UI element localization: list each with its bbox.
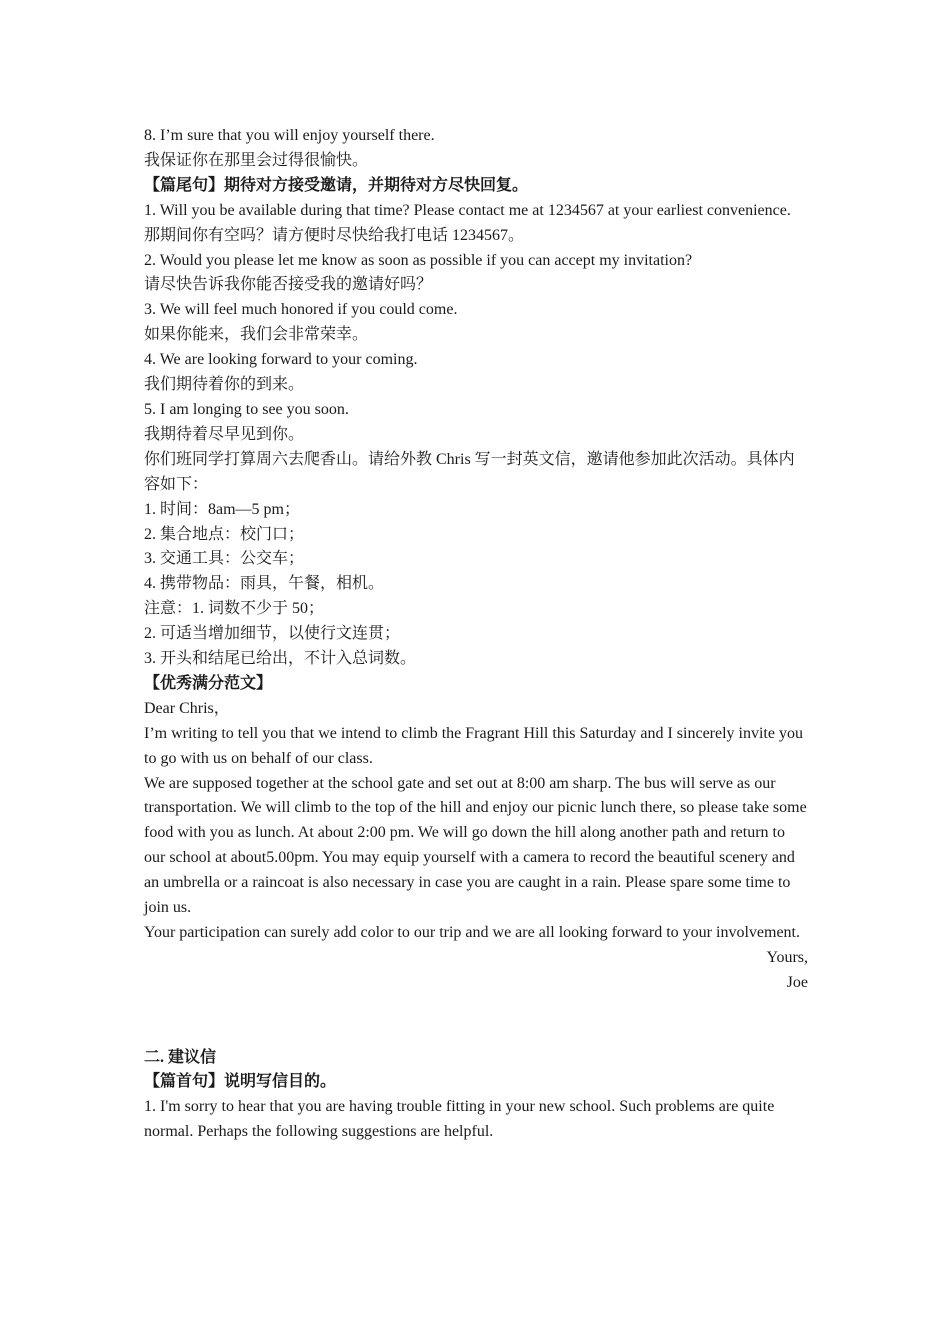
closing-5-en: 5. I am longing to see you soon.	[144, 400, 349, 418]
task-item-1: 1. 时间：8am—5 pm；	[144, 500, 300, 518]
advice-1-en: 1. I'm sorry to hear that you are having trouble fitting in your new school. Such problems are quite normal. Perhaps the following suggestions are helpful.	[144, 1098, 775, 1141]
task-item-3: 3. 交通工具：公交车；	[144, 550, 305, 568]
closing-1-zh: 那期间你有空吗？请方便时尽快给我打电话 1234567。	[144, 226, 525, 244]
task-note-1: 注意：1. 词数不少于 50；	[144, 600, 325, 618]
section-spacer	[144, 996, 808, 1046]
task-prompt: 你们班同学打算周六去爬香山。请给外教 Chris 写一封英文信，邀请他参加此次活动。具体内容如下：	[144, 450, 795, 493]
letter-paragraph-1: I’m writing to tell you that we intend to climb the Fragrant Hill this Saturday and I sincerely invite you to go with us on behalf of our class.	[144, 724, 803, 767]
letter-paragraph-3: Your participation can surely add color to our trip and we are all looking forward to your involvement.	[144, 924, 800, 941]
closing-5-zh: 我期待着尽早见到你。	[144, 425, 305, 443]
closing-4-en: 4. We are looking forward to your coming.	[144, 351, 418, 369]
sentence-8-zh: 我保证你在那里会过得很愉快。	[144, 151, 369, 169]
letter-closing: Yours,	[766, 948, 808, 966]
sentence-8-en: 8. I’m sure that you will enjoy yourself there.	[144, 127, 435, 144]
closing-sentence-heading: 【篇尾句】期待对方接受邀请，并期待对方尽快回复。	[144, 176, 529, 194]
letter-paragraph-2: We are supposed together at the school gate and set out at 8:00 am sharp. The bus will serve as our transportation. We will climb to the top of the hill and enjoy our picnic lunch there, so please take some food with you as lunch. At about 2:00 pm. We will go down the hill along another path and return to our school at about5.00pm. You may equip yourself with a camera to record the beautiful scenery and an umbrella or a raincoat is also necessary in case you are caught in a rain. Please spare some time to join us.	[144, 774, 807, 917]
task-note-2: 2. 可适当增加细节，以使行文连贯；	[144, 625, 401, 643]
document-body	[144, 124, 808, 1145]
opening-sentence-heading: 【篇首句】说明写信目的。	[144, 1073, 337, 1091]
section-2-heading: 二. 建议信	[144, 1048, 217, 1066]
closing-2-zh: 请尽快告诉我你能否接受我的邀请好吗？	[144, 276, 433, 294]
letter-signature: Joe	[786, 973, 808, 991]
closing-1-en: 1. Will you be available during that time? Please contact me at 1234567 at your earliest convenience.	[144, 201, 791, 219]
task-item-4: 4. 携带物品：雨具，午餐，相机。	[144, 575, 385, 593]
letter-salutation: Dear Chris，	[144, 699, 230, 717]
closing-4-zh: 我们期待着你的到来。	[144, 376, 305, 394]
task-note-3: 3. 开头和结尾已给出，不计入总词数。	[144, 650, 417, 668]
closing-3-en: 3. We will feel much honored if you could come.	[144, 301, 458, 319]
model-essay-heading: 【优秀满分范文】	[144, 674, 273, 692]
closing-2-en: 2. Would you please let me know as soon as possible if you can accept my invitation?	[144, 251, 693, 269]
task-item-2: 2. 集合地点：校门口；	[144, 525, 305, 543]
closing-3-zh: 如果你能来，我们会非常荣幸。	[144, 326, 369, 344]
